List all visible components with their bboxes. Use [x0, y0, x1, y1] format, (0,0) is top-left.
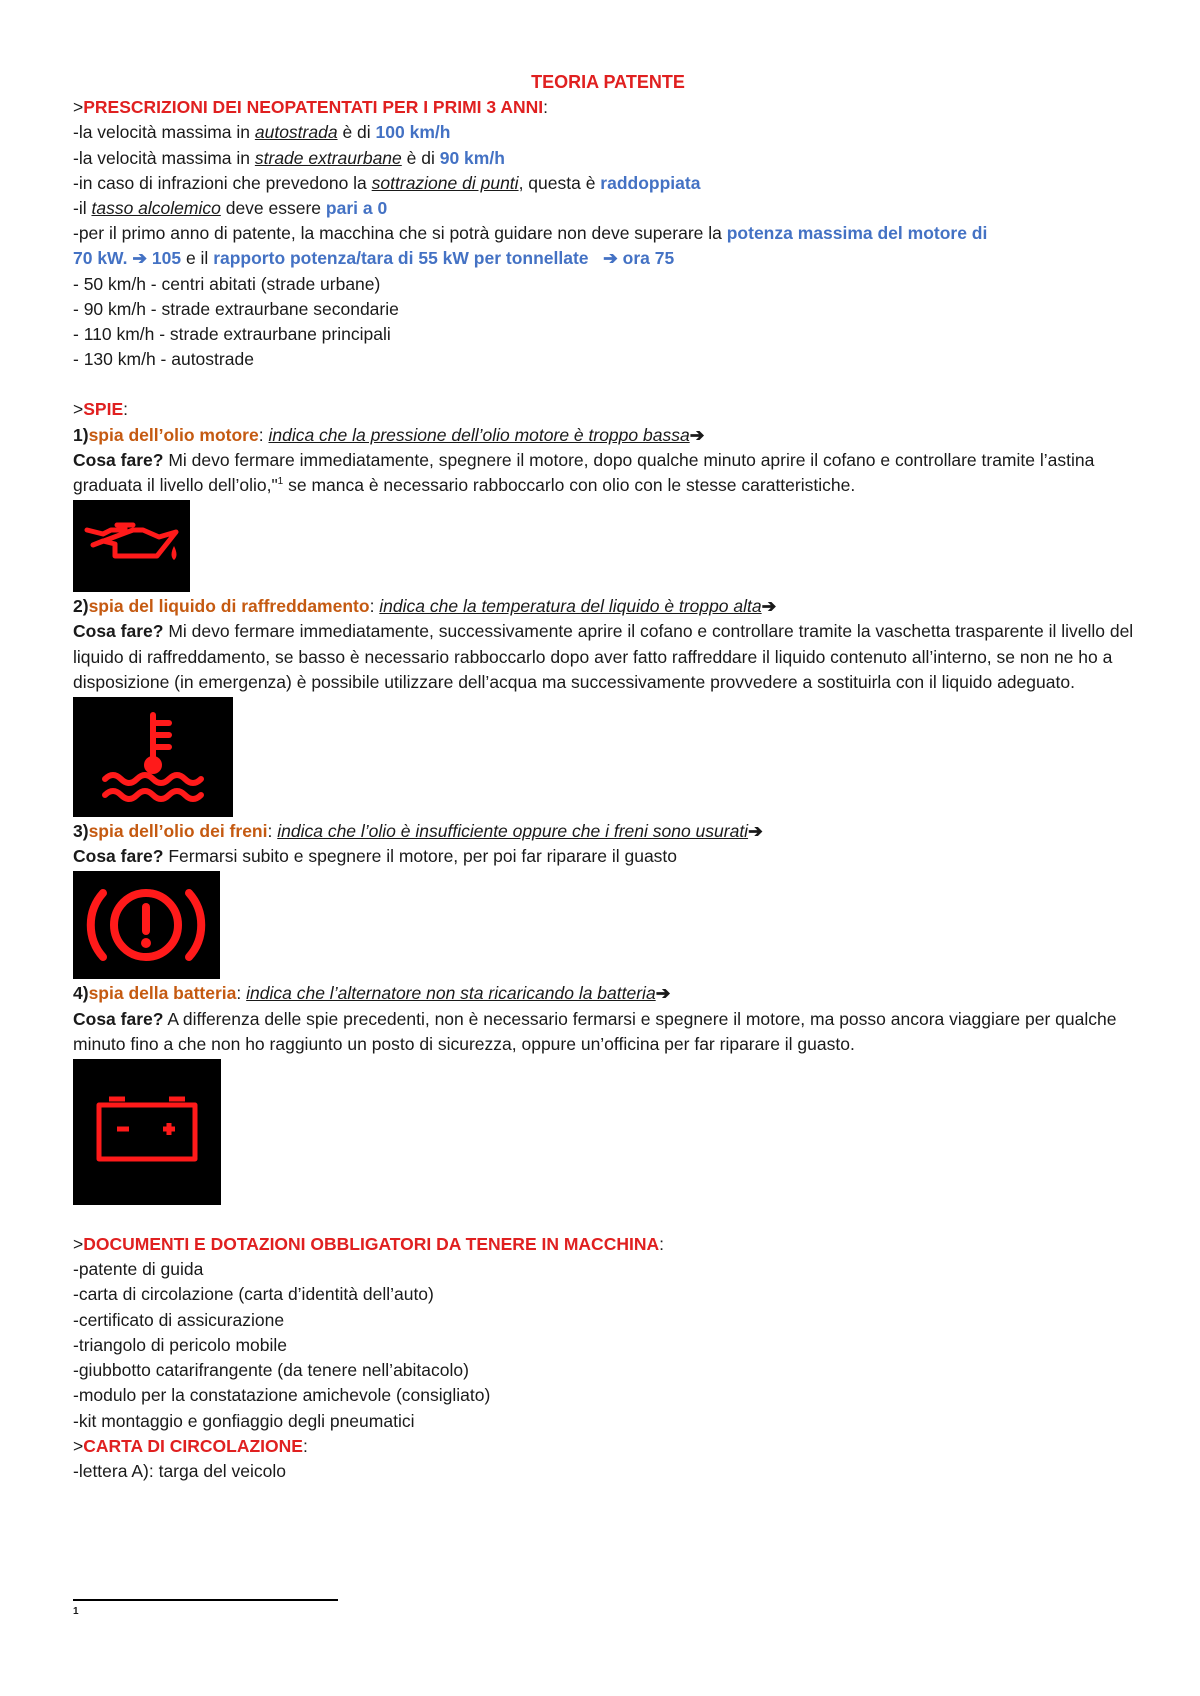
list-item: -lettera A): targa del veicolo: [73, 1460, 287, 1481]
neo-line-6: 70 kW. ➔ 105 e il rapporto potenza/tara di 55 kW per tonnellate ➔ ora 75: [73, 248, 675, 269]
list-item: -triangolo di pericolo mobile: [73, 1334, 287, 1355]
neo-line-4: -il tasso alcolemico deve essere pari a 0: [73, 198, 388, 219]
list-item: -giubbotto catarifrangente (da tenere nell’abitacolo): [73, 1360, 469, 1381]
oil-can-icon: [73, 500, 190, 592]
spia-4-title: 4)spia della batteria: indica che l’alternatore non sta ricaricando la batteria➔: [73, 983, 671, 1004]
footnote-mark: 1: [73, 1606, 79, 1617]
section-heading-neopatentati: >PRESCRIZIONI DEI NEOPATENTATI PER I PRIMI 3 ANNI:: [73, 97, 549, 118]
section-heading-carta: >CARTA DI CIRCOLAZIONE:: [73, 1435, 308, 1456]
neo-line-2: -la velocità massima in strade extraurbane è di 90 km/h: [73, 147, 505, 168]
footnote-separator: [73, 1599, 338, 1601]
speed-limit-item: - 110 km/h - strade extraurbane principali: [73, 324, 391, 345]
arrow-right-icon: ➔: [761, 596, 777, 617]
speed-limit-item: - 90 km/h - strade extraurbane secondarie: [73, 298, 399, 319]
battery-icon: [73, 1059, 221, 1205]
arrow-right-icon: ➔: [603, 248, 618, 269]
spacer: [73, 1207, 1143, 1232]
spia-3-text: Cosa fare? Fermarsi subito e spegnere il motore, per poi far riparare il guasto: [73, 846, 678, 867]
list-item: -patente di guida: [73, 1259, 204, 1280]
document-page: [73, 70, 1143, 1484]
neo-line-1: -la velocità massima in autostrada è di 100 km/h: [73, 122, 451, 143]
section-heading-spie: >SPIE:: [73, 399, 128, 420]
brake-warning-icon: [73, 871, 220, 979]
spia-2-title: 2)spia del liquido di raffreddamento: indica che la temperatura del liquido è troppo alta➔: [73, 596, 777, 617]
coolant-temperature-icon: [73, 697, 233, 817]
speed-limit-item: - 130 km/h - autostrade: [73, 349, 254, 370]
spia-1-text: Cosa fare? Mi devo fermare immediatamente, spegnere il motore, dopo qualche minuto aprire il cofano e controllare tramite l’astina graduata il livello dell’olio,"$^1$ se manca è necessario rabboccarlo con olio con le stesse caratteristiche.: [73, 449, 1095, 496]
spia-3-title: 3)spia dell’olio dei freni: indica che l’olio è insufficiente oppure che i freni sono usurati➔: [73, 821, 763, 842]
arrow-right-icon: ➔: [748, 821, 763, 842]
list-item: -certificato di assicurazione: [73, 1309, 285, 1330]
footnote-ref: 1: [277, 476, 284, 488]
spia-1-title: 1)spia dell’olio motore: indica che la pressione dell’olio motore è troppo bassa➔: [73, 424, 705, 445]
arrow-right-icon: ➔: [655, 983, 671, 1004]
arrow-right-icon: ➔: [689, 424, 705, 445]
spia-2-text: Cosa fare? Mi devo fermare immediatamente, successivamente aprire il cofano e controllare tramite la vaschetta trasparente il livello del liquido di raffreddamento, se basso è necessario rabboccarlo dopo aver fatto raffreddare il liquido contenuto all’interno, se non ne ho a disposizione (in emergenza) è possibile utilizzare dell’acqua ma successivamente provvedere a sostituirla con il liquido adeguato.: [73, 621, 1134, 692]
neo-line-3: -in caso di infrazioni che prevedono la sottrazione di punti, questa è raddoppiata: [73, 172, 701, 193]
arrow-right-icon: ➔: [132, 248, 148, 269]
list-item: -carta di circolazione (carta d’identità dell’auto): [73, 1284, 434, 1305]
speed-limit-item: - 50 km/h - centri abitati (strade urbane): [73, 273, 381, 294]
spia-4-text: Cosa fare? A differenza delle spie precedenti, non è necessario fermarsi e spegnere il motore, ma posso ancora viaggiare per qualche minuto fino a che non ho raggiunto un posto di sicurezza, oppure un’officina per far riparare il guasto.: [73, 1008, 1117, 1054]
section-heading-documenti: >DOCUMENTI E DOTAZIONI OBBLIGATORI DA TENERE IN MACCHINA:: [73, 1234, 664, 1255]
list-item: -modulo per la constatazione amichevole (consigliato): [73, 1385, 491, 1406]
list-item: -kit montaggio e gonfiaggio degli pneumatici: [73, 1410, 415, 1431]
page-title: TEORIA PATENTE: [531, 72, 685, 92]
spacer: [73, 372, 1143, 397]
neo-line-5: -per il primo anno di patente, la macchina che si potrà guidare non deve superare la potenza massima del motore di: [73, 223, 988, 244]
